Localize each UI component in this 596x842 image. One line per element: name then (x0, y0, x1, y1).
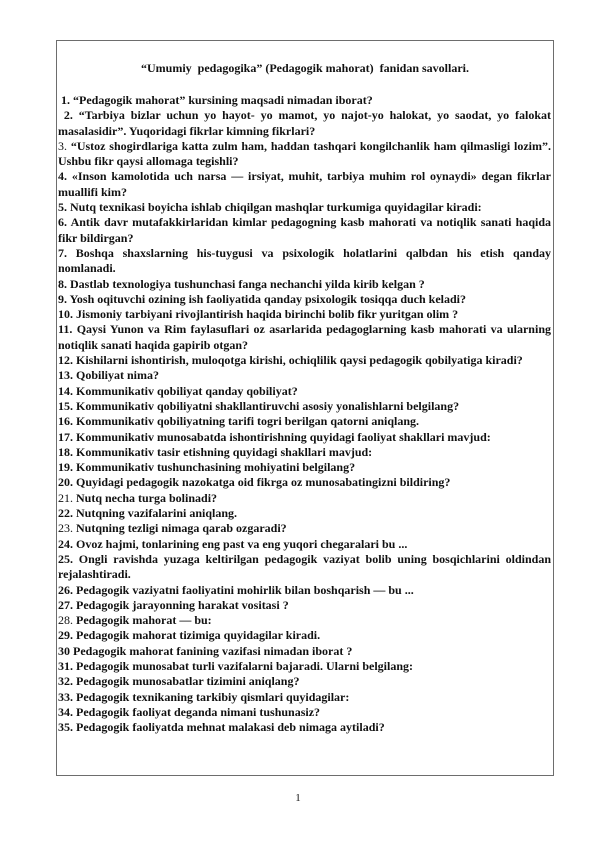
question-item (58, 384, 551, 399)
question-item (58, 215, 551, 246)
question-item (58, 705, 551, 720)
question-number: 8. (58, 276, 70, 291)
question-number: 17. (58, 429, 76, 444)
question-number: 5. (58, 200, 70, 215)
question-item (58, 353, 551, 368)
question-item (58, 628, 551, 643)
question-number: 2. (58, 108, 79, 123)
question-item (58, 139, 551, 170)
question-item (58, 169, 551, 200)
question-text: Pedagogik mahorat — bu: (76, 613, 212, 628)
question-text: Qaysi Yunon va Rim faylasuflari oz asarlarida pedagoglarning kasb mahorati va ularning notiqlik sanati haqida gapirib otgan? (58, 322, 551, 352)
question-item (58, 506, 551, 521)
question-item (58, 200, 551, 215)
question-text: Pedagogik texnikaning tarkibiy qismlari quyidagilar: (76, 689, 350, 704)
question-text: Pedagogik jarayonning harakat vositasi ? (76, 597, 289, 612)
question-text: Pedagogik munosabatlar tizimini aniqlang? (76, 674, 300, 689)
question-item (58, 598, 551, 613)
question-item (58, 399, 551, 414)
question-item (58, 292, 551, 307)
question-text: Kommunikativ qobiliyatni shakllantiruvchi asosiy yonalishlarni belgilang? (76, 398, 460, 413)
question-item (58, 414, 551, 429)
question-item (58, 93, 551, 108)
question-item (58, 277, 551, 292)
question-number: 27. (58, 597, 76, 612)
question-text: Kommunikativ tasir etishning quyidagi shakllari mavjud: (76, 444, 373, 459)
question-text: “Pedagogik mahorat” kursining maqsadi nimadan iborat? (73, 93, 373, 107)
question-text: Jismoniy tarbiyani rivojlantirish haqida birinchi bolib fikr yuritgan olim ? (76, 307, 459, 322)
question-text: Pedagogik munosabat turli vazifalarni bajaradi. Ularni belgilang: (76, 658, 414, 673)
question-text: “Tarbiya bizlar uchun yo hayot- yo mamot, yo najot-yo halokat, yo saodat, yo falokat masalasidir”. Yuqoridagi fikrlar kimning fikrlari? (58, 108, 551, 138)
question-item (58, 368, 551, 383)
question-text: Qobiliyat nima? (76, 368, 160, 383)
question-text: Kommunikativ munosabatda ishontirishning quyidagi faoliyat shakllari mavjud: (76, 429, 491, 444)
question-number: 25. (58, 551, 79, 566)
question-item (58, 322, 551, 353)
question-number: 7. (58, 245, 76, 260)
question-number: 22. (58, 506, 76, 521)
question-number: 15. (58, 398, 76, 413)
question-item (58, 720, 551, 735)
question-number: 13. (58, 368, 76, 383)
page-number: 1 (295, 792, 301, 804)
question-text: «Inson kamolotida uch narsa — irsiyat, muhit, tarbiya muhim rol oynaydi» degan fikrlar muallifi kim? (58, 169, 552, 199)
question-text: Pedagogik mahorat tizimiga quyidagilar kiradi. (76, 628, 321, 643)
question-item (58, 690, 551, 705)
question-text: Kommunikativ qobiliyatning tarifi togri berilgan qatorni aniqlang. (76, 414, 420, 429)
question-number: 18. (58, 444, 76, 459)
question-item (58, 674, 551, 689)
question-text: Pedagogik faoliyatda mehnat malakasi deb nimaga aytiladi? (76, 720, 385, 735)
question-text: Pedagogik vaziyatni faoliyatini mohirlik bilan boshqarish — bu ... (76, 582, 414, 597)
question-text: Nutq texnikasi boyicha ishlab chiqilgan mashqlar turkumiga quyidagilar kiradi: (70, 200, 482, 215)
question-text: Ongli ravishda yuzaga keltirilgan pedagogik vaziyat bolib uning bosqichlarini oldindan rejalashtiradi. (58, 551, 551, 582)
question-text: Pedagogik mahorat fanining vazifasi nimadan iborat ? (73, 643, 353, 658)
question-item (58, 491, 551, 506)
question-number: 24. (58, 536, 76, 551)
question-item (58, 445, 551, 460)
question-text: Kommunikativ qobiliyat qanday qobiliyat? (76, 383, 298, 398)
question-item (58, 644, 551, 659)
question-number: 6. (58, 215, 71, 230)
question-number: 28. (58, 613, 76, 628)
question-item (58, 460, 551, 475)
question-item (58, 108, 551, 139)
question-number: 35. (58, 720, 76, 735)
question-number: 31. (58, 658, 76, 673)
question-item (58, 521, 551, 536)
question-number: 29. (58, 628, 76, 643)
question-item (58, 537, 551, 552)
question-text: Kommunikativ tushunchasining mohiyatini belgilang? (76, 460, 356, 475)
question-number: 14. (58, 383, 76, 398)
question-item (58, 659, 551, 674)
question-text: Yosh oqituvchi ozining ish faoliyatida qanday psixologik tosiqqa duch keladi? (69, 291, 467, 306)
question-item (58, 475, 551, 490)
question-text: Pedagogik faoliyat deganda nimani tushunasiz? (76, 704, 321, 719)
question-number: 16. (58, 414, 76, 429)
question-text: Nutqning vazifalarini aniqlang. (76, 506, 238, 521)
question-number: 33. (58, 689, 76, 704)
document-frame (56, 40, 554, 776)
question-item (58, 246, 551, 277)
question-number: 34. (58, 704, 76, 719)
question-number: 1. (58, 93, 73, 107)
question-item (58, 613, 551, 628)
question-text: Nutq necha turga bolinadi? (76, 490, 218, 505)
question-number: 12. (58, 353, 76, 368)
question-text: Dastlab texnologiya tushunchasi fanga nechanchi yilda kirib kelgan ? (70, 276, 425, 291)
question-item (58, 430, 551, 445)
question-number: 11. (58, 322, 77, 337)
question-number: 23. (58, 521, 76, 536)
question-number: 19. (58, 460, 76, 475)
question-number: 9. (58, 291, 70, 306)
question-number: 20. (58, 475, 76, 490)
question-text: Ovoz hajmi, tonlarining eng past va eng yuqori chegaralari bu ... (76, 536, 408, 551)
question-item (58, 583, 551, 598)
question-text: Antik davr mutafakkirlaridan kimlar pedagogning kasb mahorati va notiqlik sanati haqida fikr bildirgan? (58, 215, 551, 245)
question-number: 30 (58, 643, 73, 658)
question-text: Boshqa shaxslarning his-tuygusi va psixologik holatlarini qalbdan his etish qanday nomlanadi. (58, 245, 552, 276)
question-text: “Ustoz shogirdlariga katta zulm ham, haddan tashqari kongilchanlik ham qilmasligi lozim”. Ushbu fikr qaysi allomaga tegishli? (58, 138, 551, 169)
question-number: 26. (58, 582, 76, 597)
document-title: “Umumiy pedagogika” (Pedagogik mahorat) fanidan savollari. (140, 61, 470, 75)
question-number: 21. (58, 490, 76, 505)
question-number: 3. (58, 138, 71, 153)
question-number: 10. (58, 307, 76, 322)
question-number: 4. (58, 169, 72, 184)
question-text: Kishilarni ishontirish, muloqotga kirishi, ochiqlilik qaysi pedagogik qobilyatiga kiradi? (76, 353, 523, 368)
question-item (58, 552, 551, 583)
question-list (58, 93, 551, 735)
question-text: Nutqning tezligi nimaga qarab ozgaradi? (76, 521, 287, 536)
question-text: Quyidagi pedagogik nazokatga oid fikrga oz munosabatingizni bildiring? (76, 475, 451, 490)
question-item (58, 307, 551, 322)
question-number: 32. (58, 674, 76, 689)
